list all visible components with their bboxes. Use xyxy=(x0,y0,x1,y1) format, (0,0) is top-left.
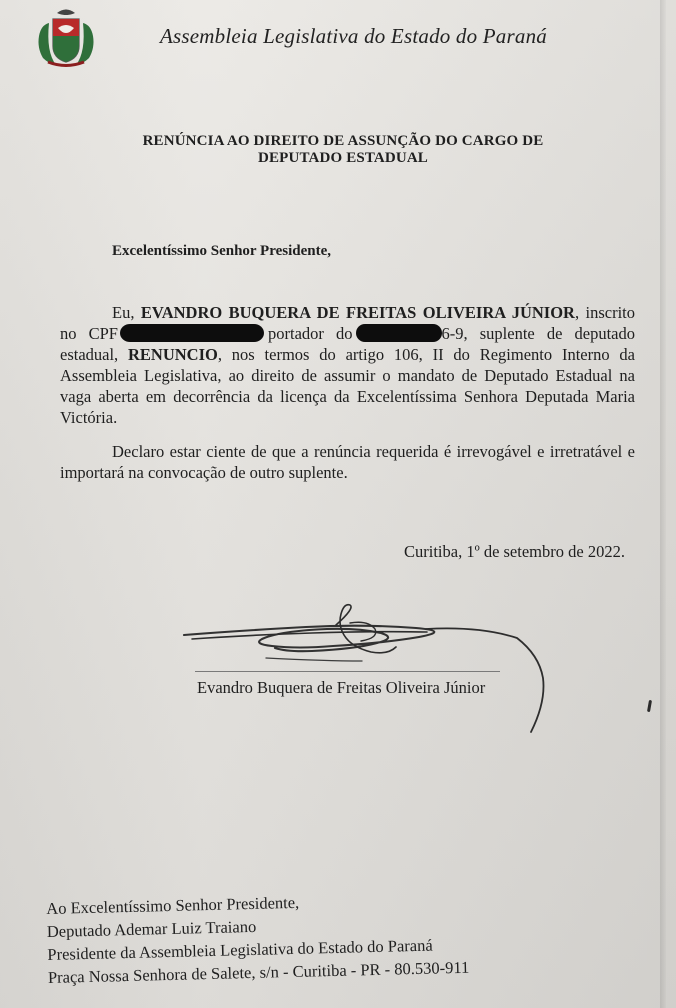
signatory-name: Evandro Buquera de Freitas Oliveira Júnior xyxy=(197,678,486,697)
recipient-address-block xyxy=(46,886,518,989)
renunciation-paragraph xyxy=(60,302,635,428)
rg-redaction-bar xyxy=(356,324,442,342)
address-line-3: Presidente da Assembleia Legislativa do Estado do Paraná xyxy=(47,935,433,964)
address-line-1: Ao Excelentíssimo Senhor Presidente, xyxy=(46,892,300,918)
cpf-redaction-bar xyxy=(120,324,264,342)
salutation: Excelentíssimo Senhor Presidente, xyxy=(112,243,332,259)
document-title xyxy=(98,133,588,167)
title-line-2: DEPUTADO ESTADUAL xyxy=(258,150,428,166)
signature-line xyxy=(195,671,500,672)
portador-label: portador do xyxy=(267,324,353,343)
declaration-paragraph: Declaro estar ciente de que a renúncia requerida é irrevogável e irretratável e importará na convocação de outro suplente. xyxy=(60,442,635,482)
place-and-date: Curitiba, 1º de setembro de 2022. xyxy=(404,542,625,561)
cpf-label: , inscrito no CPF xyxy=(60,303,636,343)
address-line-2: Deputado Ademar Luiz Traiano xyxy=(46,916,257,941)
renuncio-verb: RENUNCIO xyxy=(128,345,218,364)
parana-coat-of-arms-icon xyxy=(31,5,101,69)
rg-visible-suffix: 6-9 xyxy=(441,324,464,343)
declarant-name: EVANDRO BUQUERA DE FREITAS OLIVEIRA JÚNIOR xyxy=(140,303,575,322)
address-line-4: Praça Nossa Senhora de Salete, s/n - Curitiba - PR - 80.530-911 xyxy=(47,957,470,987)
page-edge-shadow xyxy=(660,0,666,1008)
paragraph-rest: , nos termos do artigo 106, II do Regimento Interno da Assembleia Legislativa, ao direito de assumir o mandato de Deputado Estadual na vaga aberta em decorrência da licença da Excelentíssima Senhora Deputada Maria Victória. xyxy=(60,345,635,427)
handwritten-tick-mark xyxy=(647,700,652,712)
institution-name: Assembleia Legislativa do Estado do Paraná xyxy=(160,24,547,48)
paragraph-lead: Eu, xyxy=(112,303,135,322)
title-line-1: RENÚNCIA AO DIREITO DE ASSUNÇÃO DO CARGO DE xyxy=(142,133,544,149)
paragraph-middle: , suplente de deputado estadual, xyxy=(60,324,636,364)
